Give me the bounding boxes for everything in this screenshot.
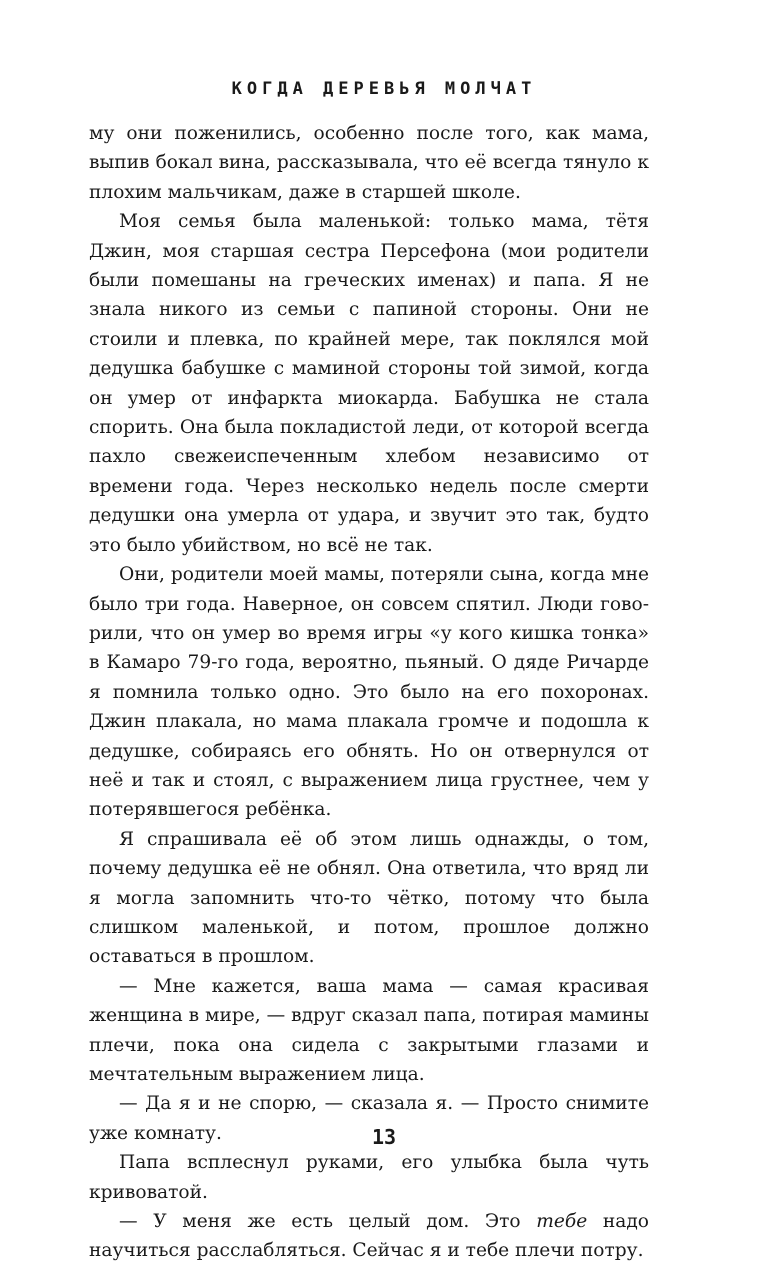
dialogue-paragraph bbox=[89, 1207, 649, 1266]
text-run: надо научиться расслабляться. Сейчас я и тебе плечи потру. bbox=[89, 1211, 649, 1262]
paragraph: Они, родители моей мамы, потеряли сына, когда мне было три года. Наверное, он совсем спятил. Люди говорили, что он умер во время игры «у кого кишка тонка» в Камаро 79-го года, вероятно, пьяный. О дяде Ричарде я помнила только одно. Это было на его похоронах. Джин плакала, но мама плакала громче и подошла к дедушке, собираясь его обнять. Но он отвернулся от неё и так и стоял, с выражением лица грустнее, чем у потерявшегося ребёнка. bbox=[89, 564, 649, 821]
page-number: 13 bbox=[371, 1125, 397, 1149]
paragraph: Моя семья была маленькой: только мама, тётя Джин, моя старшая сестра Персефона (мои родители были помешаны на греческих именах) и папа. Я не знала никого из семьи с папиной стороны. Они не стоили и плевка, по крайней мере, так поклялся мой дедушка бабушке с маминой стороны той зимой, когда он умер от инфаркта миокарда. Бабушка не стала спорить. Она была покладистой леди, от которой всегда пахло свежеиспеченным хлебом независимо от времени года. Через несколько недель после смерти дедушки она умерла от удара, и звучит это так, будто это было убийством, но всё не так. bbox=[89, 211, 649, 556]
body-text bbox=[89, 119, 649, 1266]
paragraph: Я спрашивала её об этом лишь однажды, о том, почему дедушка её не обнял. Она ответила, что вряд ли я могла запомнить что-то чётко, потому что была слишком маленькой, и потом, прошлое должно оставаться в прошлом. bbox=[89, 828, 649, 968]
dialogue-paragraph: — Да я и не спорю, — сказала я. — Просто снимите уже комнату. bbox=[89, 1093, 649, 1144]
running-head: КОГДА ДЕРЕВЬЯ МОЛЧАТ bbox=[231, 79, 537, 99]
text-run: — У меня же есть целый дом. Это bbox=[119, 1211, 537, 1233]
emphasized-word: тебе bbox=[536, 1211, 588, 1233]
dialogue-paragraph: — Мне кажется, ваша мама — самая красивая женщина в мире, — вдруг сказал папа, потирая мамины плечи, пока она сидела с закрытыми глазами и мечтательным выражением лица. bbox=[89, 975, 649, 1085]
paragraph: Папа всплеснул руками, его улыбка была чуть кривоватой. bbox=[89, 1152, 649, 1203]
paragraph: му они поженились, особенно после того, как мама, выпив бокал вина, рассказывала, что её всегда тянуло к плохим мальчикам, даже в старшей школе. bbox=[89, 123, 649, 203]
